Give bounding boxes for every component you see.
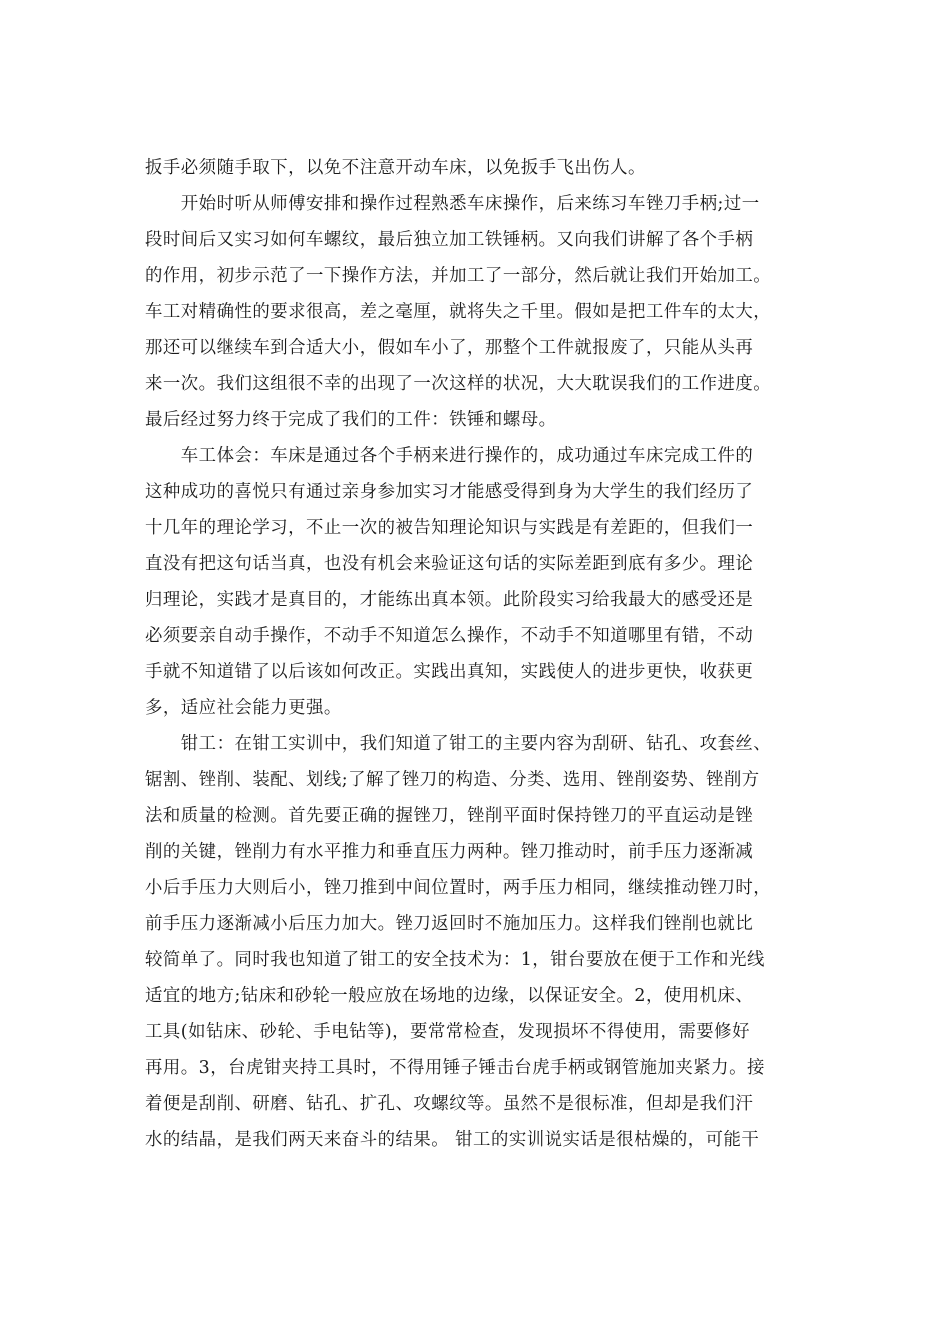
- text-line-5: 车工对精确性的要求很高，差之毫厘，就将失之千里。假如是把工件车的太大，: [145, 302, 772, 322]
- text-line-8: 最后经过努力终于完成了我们的工件：铁锤和螺母。: [145, 410, 557, 430]
- text-line-25: 工具(如钻床、砂轮、手电钻等)，要常常检查，发现损坏不得使用，需要修好: [145, 1022, 750, 1042]
- text-line-11: 十几年的理论学习，不止一次的被告知理论知识与实践是有差距的，但我们一: [145, 518, 754, 538]
- text-line-23: 较简单了。同时我也知道了钳工的安全技术为：1，钳台要放在便于工作和光线: [145, 950, 765, 970]
- text-line-7: 来一次。我们这组很不幸的出现了一次这样的状况，大大耽误我们的工作进度。: [145, 374, 772, 394]
- text-line-16: 多，适应社会能力更强。: [145, 698, 342, 718]
- text-line-17: 钳工：在钳工实训中，我们知道了钳工的主要内容为刮研、钻孔、攻套丝、: [145, 734, 772, 754]
- text-line-3: 段时间后又实习如何车螺纹，最后独立加工铁锤柄。又向我们讲解了各个手柄: [145, 230, 754, 250]
- text-line-10: 这种成功的喜悦只有通过亲身参加实习才能感受得到身为大学生的我们经历了: [145, 482, 754, 502]
- text-line-21: 小后手压力大则后小，锉刀推到中间位置时，两手压力相同，继续推动锉刀时，: [145, 878, 772, 898]
- text-line-13: 归理论，实践才是真目的，才能练出真本领。此阶段实习给我最大的感受还是: [145, 590, 754, 610]
- text-line-24: 适宜的地方;钻床和砂轮一般应放在场地的边缘，以保证安全。2，使用机床、: [145, 986, 754, 1006]
- text-line-18: 锯割、锉削、装配、划线;了解了锉刀的构造、分类、选用、锉削姿势、锉削方: [145, 770, 760, 790]
- text-line-1: 扳手必须随手取下，以免不注意开动车床，以免扳手飞出伤人。: [145, 158, 646, 178]
- text-line-15: 手就不知道错了以后该如何改正。实践出真知，实践使人的进步更快，收获更: [145, 662, 754, 682]
- text-line-2: 开始时听从师傅安排和操作过程熟悉车床操作，后来练习车锉刀手柄;过一: [145, 194, 760, 214]
- text-line-4: 的作用，初步示范了一下操作方法，并加工了一部分，然后就让我们开始加工。: [145, 266, 772, 286]
- text-line-20: 削的关键，锉削力有水平推力和垂直压力两种。锉刀推动时，前手压力逐渐减: [145, 842, 754, 862]
- text-line-6: 那还可以继续车到合适大小，假如车小了，那整个工件就报废了，只能从头再: [145, 338, 754, 358]
- text-line-26: 再用。3，台虎钳夹持工具时，不得用锤子锤击台虎手柄或钢管施加夹紧力。接: [145, 1058, 765, 1078]
- text-line-27: 着便是刮削、研磨、钻孔、扩孔、攻螺纹等。虽然不是很标准，但却是我们汗: [145, 1094, 754, 1114]
- text-line-19: 法和质量的检测。首先要正确的握锉刀，锉削平面时保持锉刀的平直运动是锉: [145, 806, 754, 826]
- text-line-22: 前手压力逐渐减小后压力加大。锉刀返回时不施加压力。这样我们锉削也就比: [145, 914, 754, 934]
- text-line-9: 车工体会：车床是通过各个手柄来进行操作的，成功通过车床完成工件的: [145, 446, 754, 466]
- text-line-28: 水的结晶，是我们两天来奋斗的结果。 钳工的实训说实话是很枯燥的，可能干: [145, 1130, 760, 1150]
- text-line-14: 必须要亲自动手操作，不动手不知道怎么操作，不动手不知道哪里有错，不动: [145, 626, 754, 646]
- text-line-12: 直没有把这句话当真，也没有机会来验证这句话的实际差距到底有多少。理论: [145, 554, 754, 574]
